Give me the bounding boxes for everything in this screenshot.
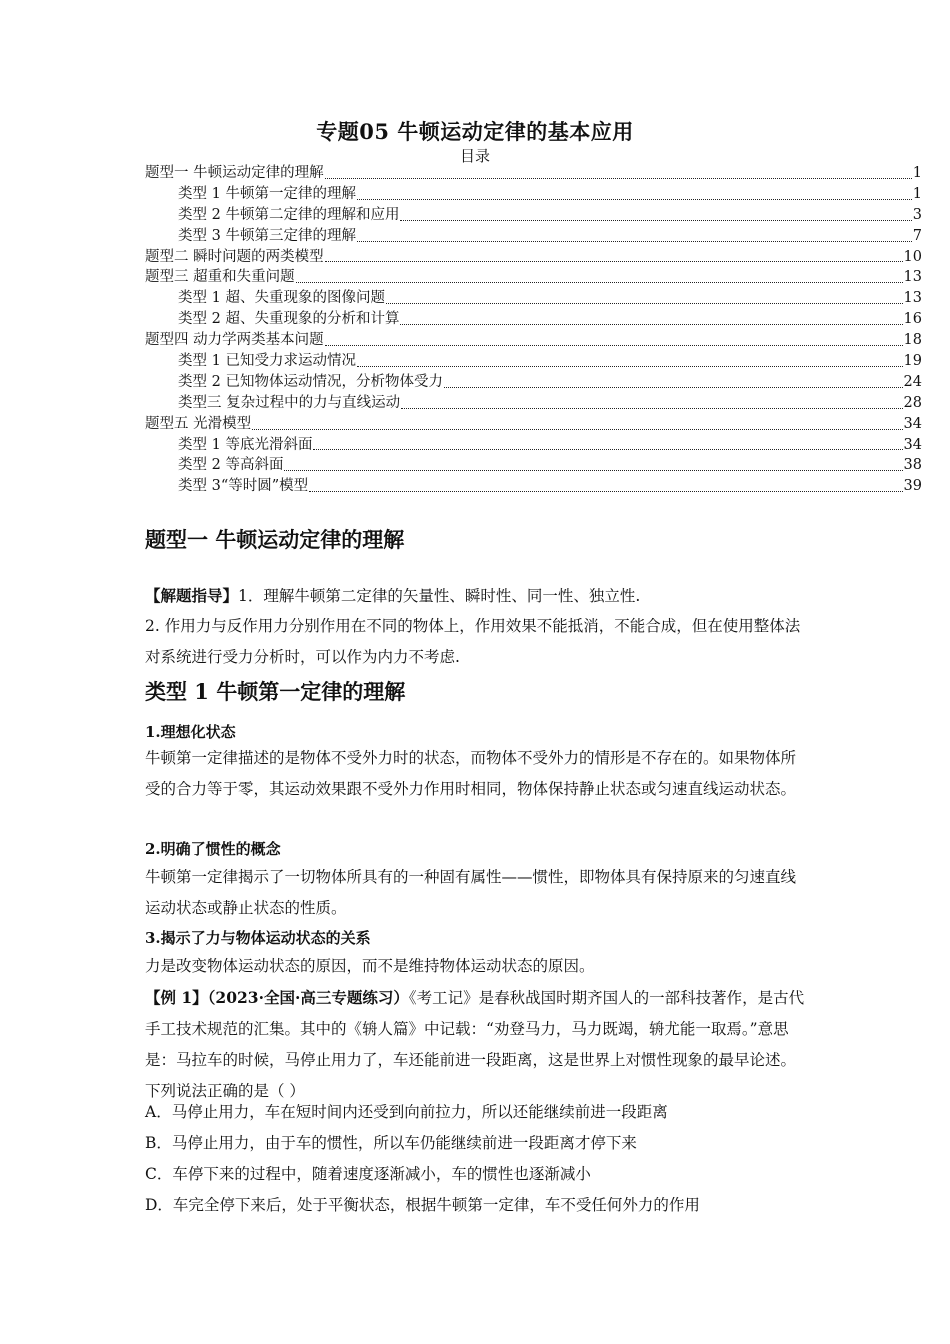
toc-entry[interactable]: [145, 226, 922, 247]
toc-entry-page: 1: [912, 185, 922, 202]
toc-leader-dots: [357, 241, 912, 242]
toc-leader-dots: [325, 345, 903, 346]
toc-heading: 目录: [459, 147, 490, 165]
table-of-contents: [145, 163, 922, 497]
toc-leader-dots: [325, 261, 903, 262]
toc-leader-dots: [313, 449, 902, 450]
toc-leader-dots: [386, 303, 903, 304]
toc-entry-text: 类型 2 超、失重现象的分析和计算: [178, 311, 400, 328]
toc-leader-dots: [252, 429, 902, 430]
toc-entry-text: 类型 3“等时圆”模型: [178, 478, 309, 495]
toc-leader-dots: [309, 491, 902, 492]
option-d: D．车完全停下来后，处于平衡状态，根据牛顿第一定律，车不受任何外力的作用: [145, 1196, 700, 1214]
toc-leader-dots: [296, 282, 903, 283]
toc-entry-page: 19: [903, 353, 922, 369]
toc-entry-text: 类型 1 牛顿第一定律的理解: [178, 185, 356, 202]
option-b: B．马停止用力，由于车的惯性，所以车仍能继续前进一段距离才停下来: [145, 1134, 637, 1152]
toc-entry[interactable]: [145, 351, 922, 372]
point-text-2: 牛顿第一定律揭示了一切物体所具有的一种固有属性——惯性，即物体具有保持原来的匀速直线运动状态或静止状态的性质。: [145, 868, 797, 917]
guide-text-1: 1．理解牛顿第二定律的矢量性、瞬时性、同一性、独立性.: [238, 587, 641, 605]
toc-entry[interactable]: [145, 455, 922, 476]
toc-entry[interactable]: [145, 163, 922, 184]
point-title-3: 3.揭示了力与物体运动状态的关系: [145, 929, 371, 947]
toc-entry-text: 类型三 复杂过程中的力与直线运动: [178, 394, 401, 411]
point-title-1: 1.理想化状态: [145, 723, 236, 741]
toc-entry-page: 13: [903, 290, 922, 307]
toc-entry-page: 16: [903, 311, 922, 328]
toc-entry-page: 7: [912, 227, 922, 244]
toc-entry[interactable]: [145, 309, 922, 330]
toc-entry-page: 24: [903, 373, 922, 390]
toc-entry-text: 题型二 瞬时问题的两类模型: [145, 248, 324, 265]
toc-entry-text: 类型 1 等底光滑斜面: [178, 436, 313, 453]
toc-entry[interactable]: [145, 372, 922, 393]
example-paragraph: [145, 982, 810, 1107]
toc-entry-text: 类型 2 牛顿第二定律的理解和应用: [178, 206, 400, 223]
toc-leader-dots: [444, 387, 903, 388]
toc-entry-text: 类型 1 超、失重现象的图像问题: [178, 290, 385, 307]
subsection-heading: 类型 1 牛顿第一定律的理解: [145, 679, 406, 704]
toc-entry-text: 类型 2 已知物体运动情况，分析物体受力: [178, 373, 443, 390]
point-text-1: 牛顿第一定律描述的是物体不受外力时的状态，而物体不受外力的情形是不存在的。如果物体所受的合力等于零，其运动效果跟不受外力作用时相同，物体保持静止状态或匀速直线运动状态。: [145, 749, 797, 798]
guide-paragraph-2: 2. 作用力与反作用力分别作用在不同的物体上，作用效果不能抵消，不能合成，但在使用整体法对系统进行受力分析时，可以作为内力不考虑.: [145, 617, 801, 666]
toc-entry-page: 28: [903, 394, 922, 411]
option-c: C．车停下来的过程中，随着速度逐渐减小，车的惯性也逐渐减小: [145, 1165, 591, 1183]
toc-entry-text: 类型 1 已知受力求运动情况: [178, 353, 356, 369]
toc-entry-text: 题型四 动力学两类基本问题: [145, 332, 324, 349]
point-title-2: 2.明确了惯性的概念: [145, 840, 281, 858]
toc-entry-page: 18: [903, 332, 922, 349]
toc-entry[interactable]: [145, 288, 922, 309]
toc-leader-dots: [400, 220, 911, 221]
toc-entry[interactable]: [145, 414, 922, 435]
toc-leader-dots: [325, 178, 912, 179]
toc-entry-text: 类型 3 牛顿第三定律的理解: [178, 227, 356, 244]
toc-entry-page: 13: [903, 269, 922, 286]
guide-label: 【解题指导】: [145, 586, 239, 605]
toc-leader-dots: [357, 366, 903, 367]
toc-leader-dots: [357, 199, 912, 200]
toc-entry-page: 1: [912, 164, 922, 181]
section-heading: 题型一 牛顿运动定律的理解: [145, 527, 405, 552]
toc-entry[interactable]: [145, 247, 922, 268]
toc-entry[interactable]: [145, 393, 922, 414]
toc-entry-page: 34: [903, 415, 922, 432]
toc-leader-dots: [284, 470, 902, 471]
toc-leader-dots: [400, 324, 902, 325]
toc-entry-page: 38: [903, 457, 922, 474]
toc-entry-page: 34: [903, 436, 922, 453]
toc-entry-text: 题型三 超重和失重问题: [145, 269, 295, 286]
toc-entry[interactable]: [145, 205, 922, 226]
example-text: 《考工记》是春秋战国时期齐国人的一部科技著作，是古代手工技术规范的汇集。其中的《辀人篇》中记载：“劝登马力，马力既竭，辀尤能一取焉。”意思是：马拉车的时候，马停止用力了，车还能前进一段距离，这是世界上对惯性现象的最早论述。下列说法正确的是（ ）: [145, 989, 805, 1100]
toc-entry-text: 题型一 牛顿运动定律的理解: [145, 164, 324, 181]
toc-leader-dots: [401, 408, 902, 409]
option-a: A．马停止用力，车在短时间内还受到向前拉力，所以还能继续前进一段距离: [145, 1103, 668, 1121]
toc-entry[interactable]: [145, 435, 922, 456]
toc-entry-page: 39: [903, 478, 922, 495]
document-title: 专题05 牛顿运动定律的基本应用: [316, 119, 634, 144]
toc-entry-page: 3: [912, 206, 922, 223]
guide-paragraph-1: [145, 580, 810, 612]
toc-entry-text: 题型五 光滑模型: [145, 415, 252, 432]
toc-entry[interactable]: [145, 267, 922, 288]
toc-entry[interactable]: [145, 330, 922, 351]
toc-entry-page: 10: [903, 248, 922, 265]
toc-entry[interactable]: [145, 184, 922, 205]
toc-entry[interactable]: [145, 476, 922, 497]
point-text-3: 力是改变物体运动状态的原因，而不是维持物体运动状态的原因。: [145, 957, 595, 975]
toc-entry-text: 类型 2 等高斜面: [178, 457, 284, 474]
example-label: 【例 1】（2023·全国·高三专题练习）: [145, 988, 409, 1007]
